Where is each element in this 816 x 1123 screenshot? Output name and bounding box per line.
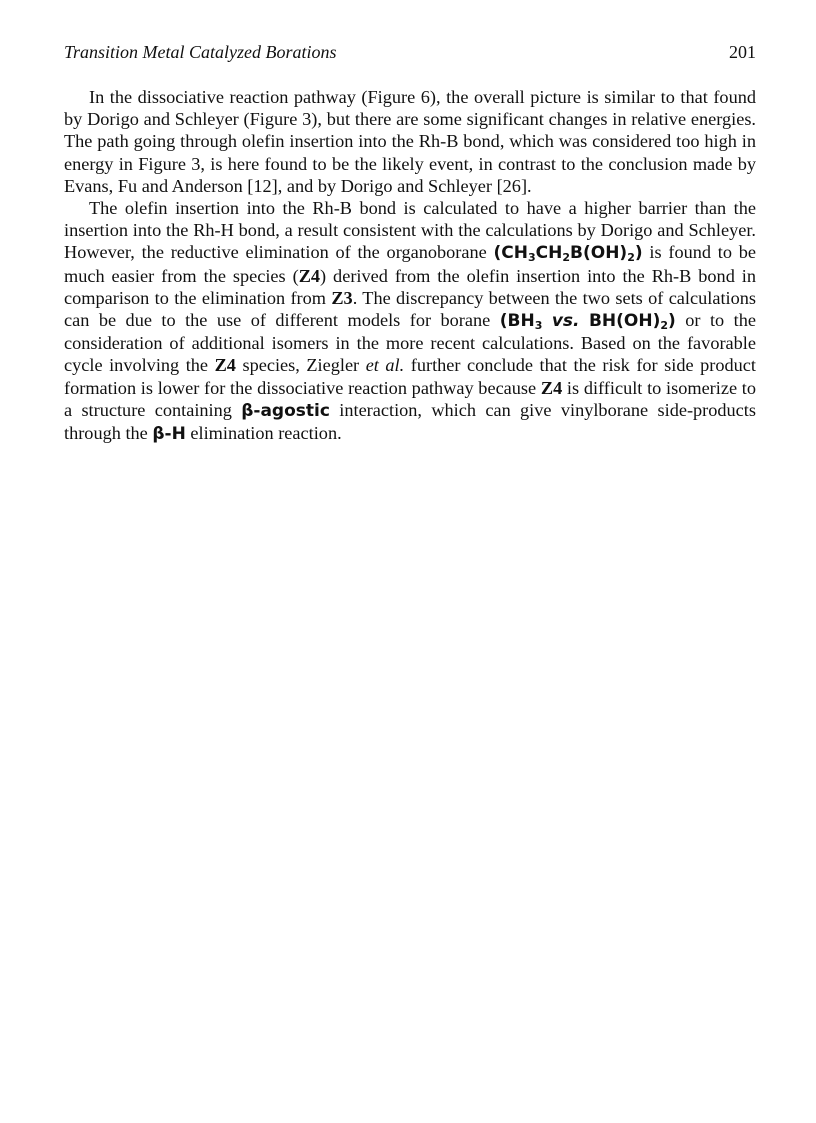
beta-h-term: β-H	[152, 424, 186, 445]
beta-agostic-term: β-agostic	[241, 400, 330, 421]
text-run: species, Ziegler	[235, 355, 366, 376]
et-al: et al.	[365, 355, 405, 376]
body-text	[64, 86, 756, 445]
paragraph-2	[64, 197, 756, 445]
text-run: is difficult to isomerize to a structure containing	[64, 377, 756, 420]
page-number: 201	[729, 42, 756, 62]
paragraph-1: In the dissociative reaction pathway (Figure 6), the overall picture is similar to that found by Dorigo and Schleyer (Figure 3), but there are some significant changes in relative energies. The path going through olefin insertion into the Rh-B bond, which was considered too high in energy in Figure 3, is here found to be the likely event, in contrast to the conclusion made by Evans, Fu and Anderson [12], and by Dorigo and Schleyer [26].	[64, 87, 756, 196]
text-run: is found to be much easier from the species (	[64, 242, 756, 286]
text-run: or to the consideration of additional isomers in the more recent calculations. Based on the favorable cycle involving the	[64, 310, 756, 376]
organoborane-formula: $(CH_3CH_2B(OH)_2)$	[493, 243, 643, 265]
species-z4: Z4	[298, 265, 321, 286]
species-z3: Z3	[331, 287, 353, 308]
page-header	[64, 42, 756, 68]
text-run: further conclude that the risk for side product formation is lower for the dissociative reaction pathway because	[64, 355, 756, 398]
text-run: ) derived from the olefin insertion into the Rh-B bond in comparison to the elimination from	[64, 265, 756, 308]
versus-text: vs.	[551, 311, 580, 332]
text-run: interaction, which can give vinylborane side-products through the	[64, 399, 756, 444]
text-run: . The discrepancy between the two sets of calculations can be due to the use of different models for borane	[64, 287, 757, 331]
borane-formula: ($BH_3$	[499, 311, 543, 333]
species-z4: Z4	[214, 355, 236, 376]
species-z4: Z4	[540, 377, 563, 398]
text-run: The olefin insertion into the Rh-B bond is calculated to have a higher barrier than the insertion into the Rh-H bond, a result consistent with the calculations by Dorigo and Schleyer. However, the reductive elimination of the organoborane	[64, 198, 756, 263]
boronic-formula: $BH(OH)_2$)	[588, 311, 676, 333]
text-run: elimination reaction.	[185, 423, 342, 444]
running-title: Transition Metal Catalyzed Borations	[64, 42, 337, 62]
